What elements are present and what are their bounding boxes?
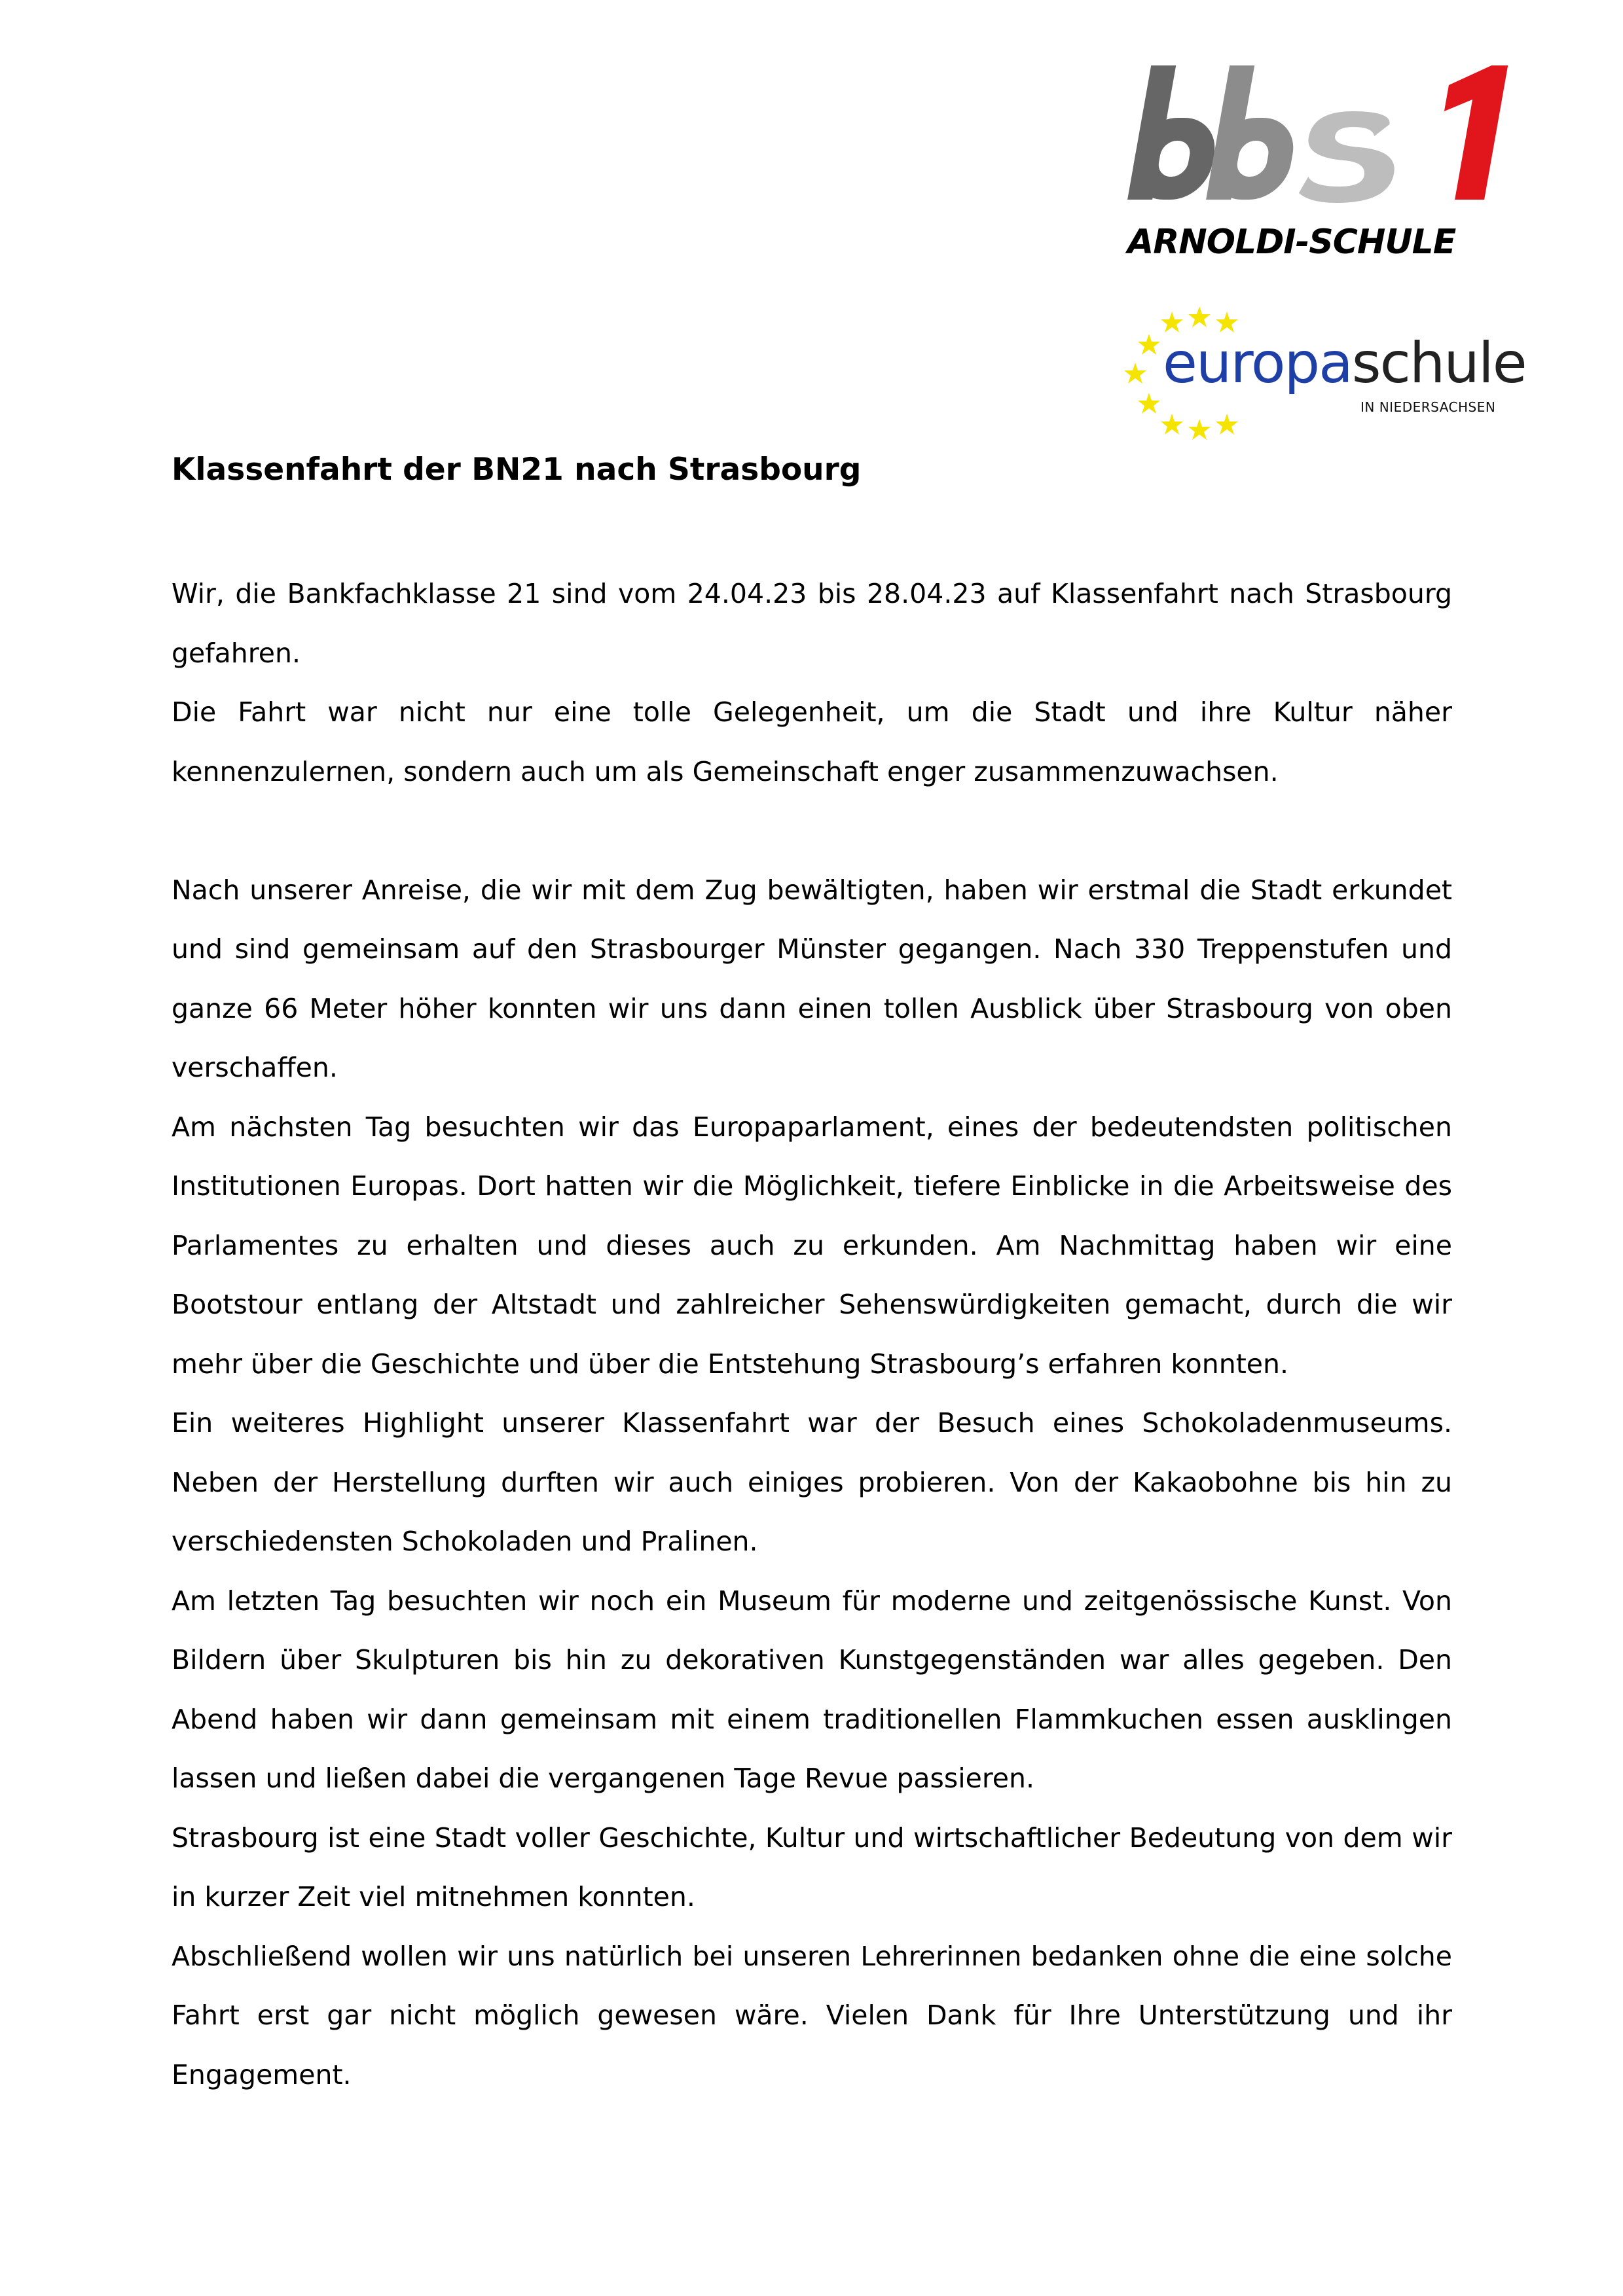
star-icon xyxy=(1188,419,1211,440)
article-body xyxy=(172,564,1452,2104)
paragraph: Am nächsten Tag besuchten wir das Europaparlament, eines der bedeutendsten politischen Institutionen Europas. Dort hatten wir die Möglichkeit, tiefere Einblicke in die Arbeitsweise des Parlamentes zu erhalten und dieses auch zu erkunden. Am Nachmittag haben wir eine Bootstour entlang der Altstadt und zahlreicher Sehenswürdigkeiten gemacht, durch die wir mehr über die Geschichte und über die Entstehung Strasbourg’s erfahren konnten. xyxy=(172,1111,1452,1380)
paragraph: Am letzten Tag besuchten wir noch ein Museum für moderne und zeitgenössische Kunst. Von Bildern über Skulpturen bis hin zu dekorativen Kunstgegenständen war alles gegeben. Den Abend haben wir dann gemeinsam mit einem traditionellen Flammkuchen essen ausklingen lassen und ließen dabei die vergangenen Tage Revue passieren. xyxy=(172,1585,1452,1794)
europaschule-subtitle: IN NIEDERSACHSEN xyxy=(1360,399,1496,415)
paragraph: Wir, die Bankfachklasse 21 sind vom 24.04.23 bis 28.04.23 auf Klassenfahrt nach Strasbourg gefahren. xyxy=(172,578,1452,669)
star-icon xyxy=(1161,312,1183,332)
bbs1-logo xyxy=(1126,59,1519,209)
star-icon xyxy=(1124,363,1146,384)
paragraph: Die Fahrt war nicht nur eine tolle Gelegenheit, um die Stadt und ihre Kultur näher kennenzulernen, sondern auch um als Gemeinschaft enger zusammenzuwachsen. xyxy=(172,696,1452,787)
article-title: Klassenfahrt der BN21 nach Strasbourg xyxy=(172,452,862,488)
school-name: ARNOLDI-SCHULE xyxy=(1127,223,1456,262)
europaschule-wordmark xyxy=(1163,331,1526,396)
paragraph: Nach unserer Anreise, die wir mit dem Zug bewältigten, haben wir erstmal die Stadt erkundet und sind gemeinsam auf den Strasbourger Münster gegangen. Nach 330 Treppenstufen und ganze 66 Meter höher konnten wir uns dann einen tollen Ausblick über Strasbourg von oben verschaffen. xyxy=(172,874,1452,1083)
star-icon xyxy=(1216,414,1238,435)
star-icon xyxy=(1216,312,1238,332)
star-icon xyxy=(1138,334,1160,355)
paragraph: Strasbourg ist eine Stadt voller Geschichte, Kultur und wirtschaftlicher Bedeutung von dem wir in kurzer Zeit viel mitnehmen konnten. xyxy=(172,1821,1452,1912)
schule-text: schule xyxy=(1351,331,1526,396)
paragraph: Abschließend wollen wir uns natürlich bei unseren Lehrerinnen bedanken ohne die eine solche Fahrt erst gar nicht möglich gewesen wäre. Vielen Dank für Ihre Unterstützung und ihr Engagement. xyxy=(172,1940,1452,2090)
star-icon xyxy=(1138,393,1160,414)
star-icon xyxy=(1188,306,1211,327)
paragraph: Ein weiteres Highlight unserer Klassenfahrt war der Besuch eines Schokoladenmuseums. Neben der Herstellung durften wir auch einiges probieren. Von der Kakaobohne bis hin zu verschiedensten Schokoladen und Pralinen. xyxy=(172,1407,1452,1557)
star-icon xyxy=(1161,414,1183,435)
europa-text: europa xyxy=(1163,331,1352,396)
